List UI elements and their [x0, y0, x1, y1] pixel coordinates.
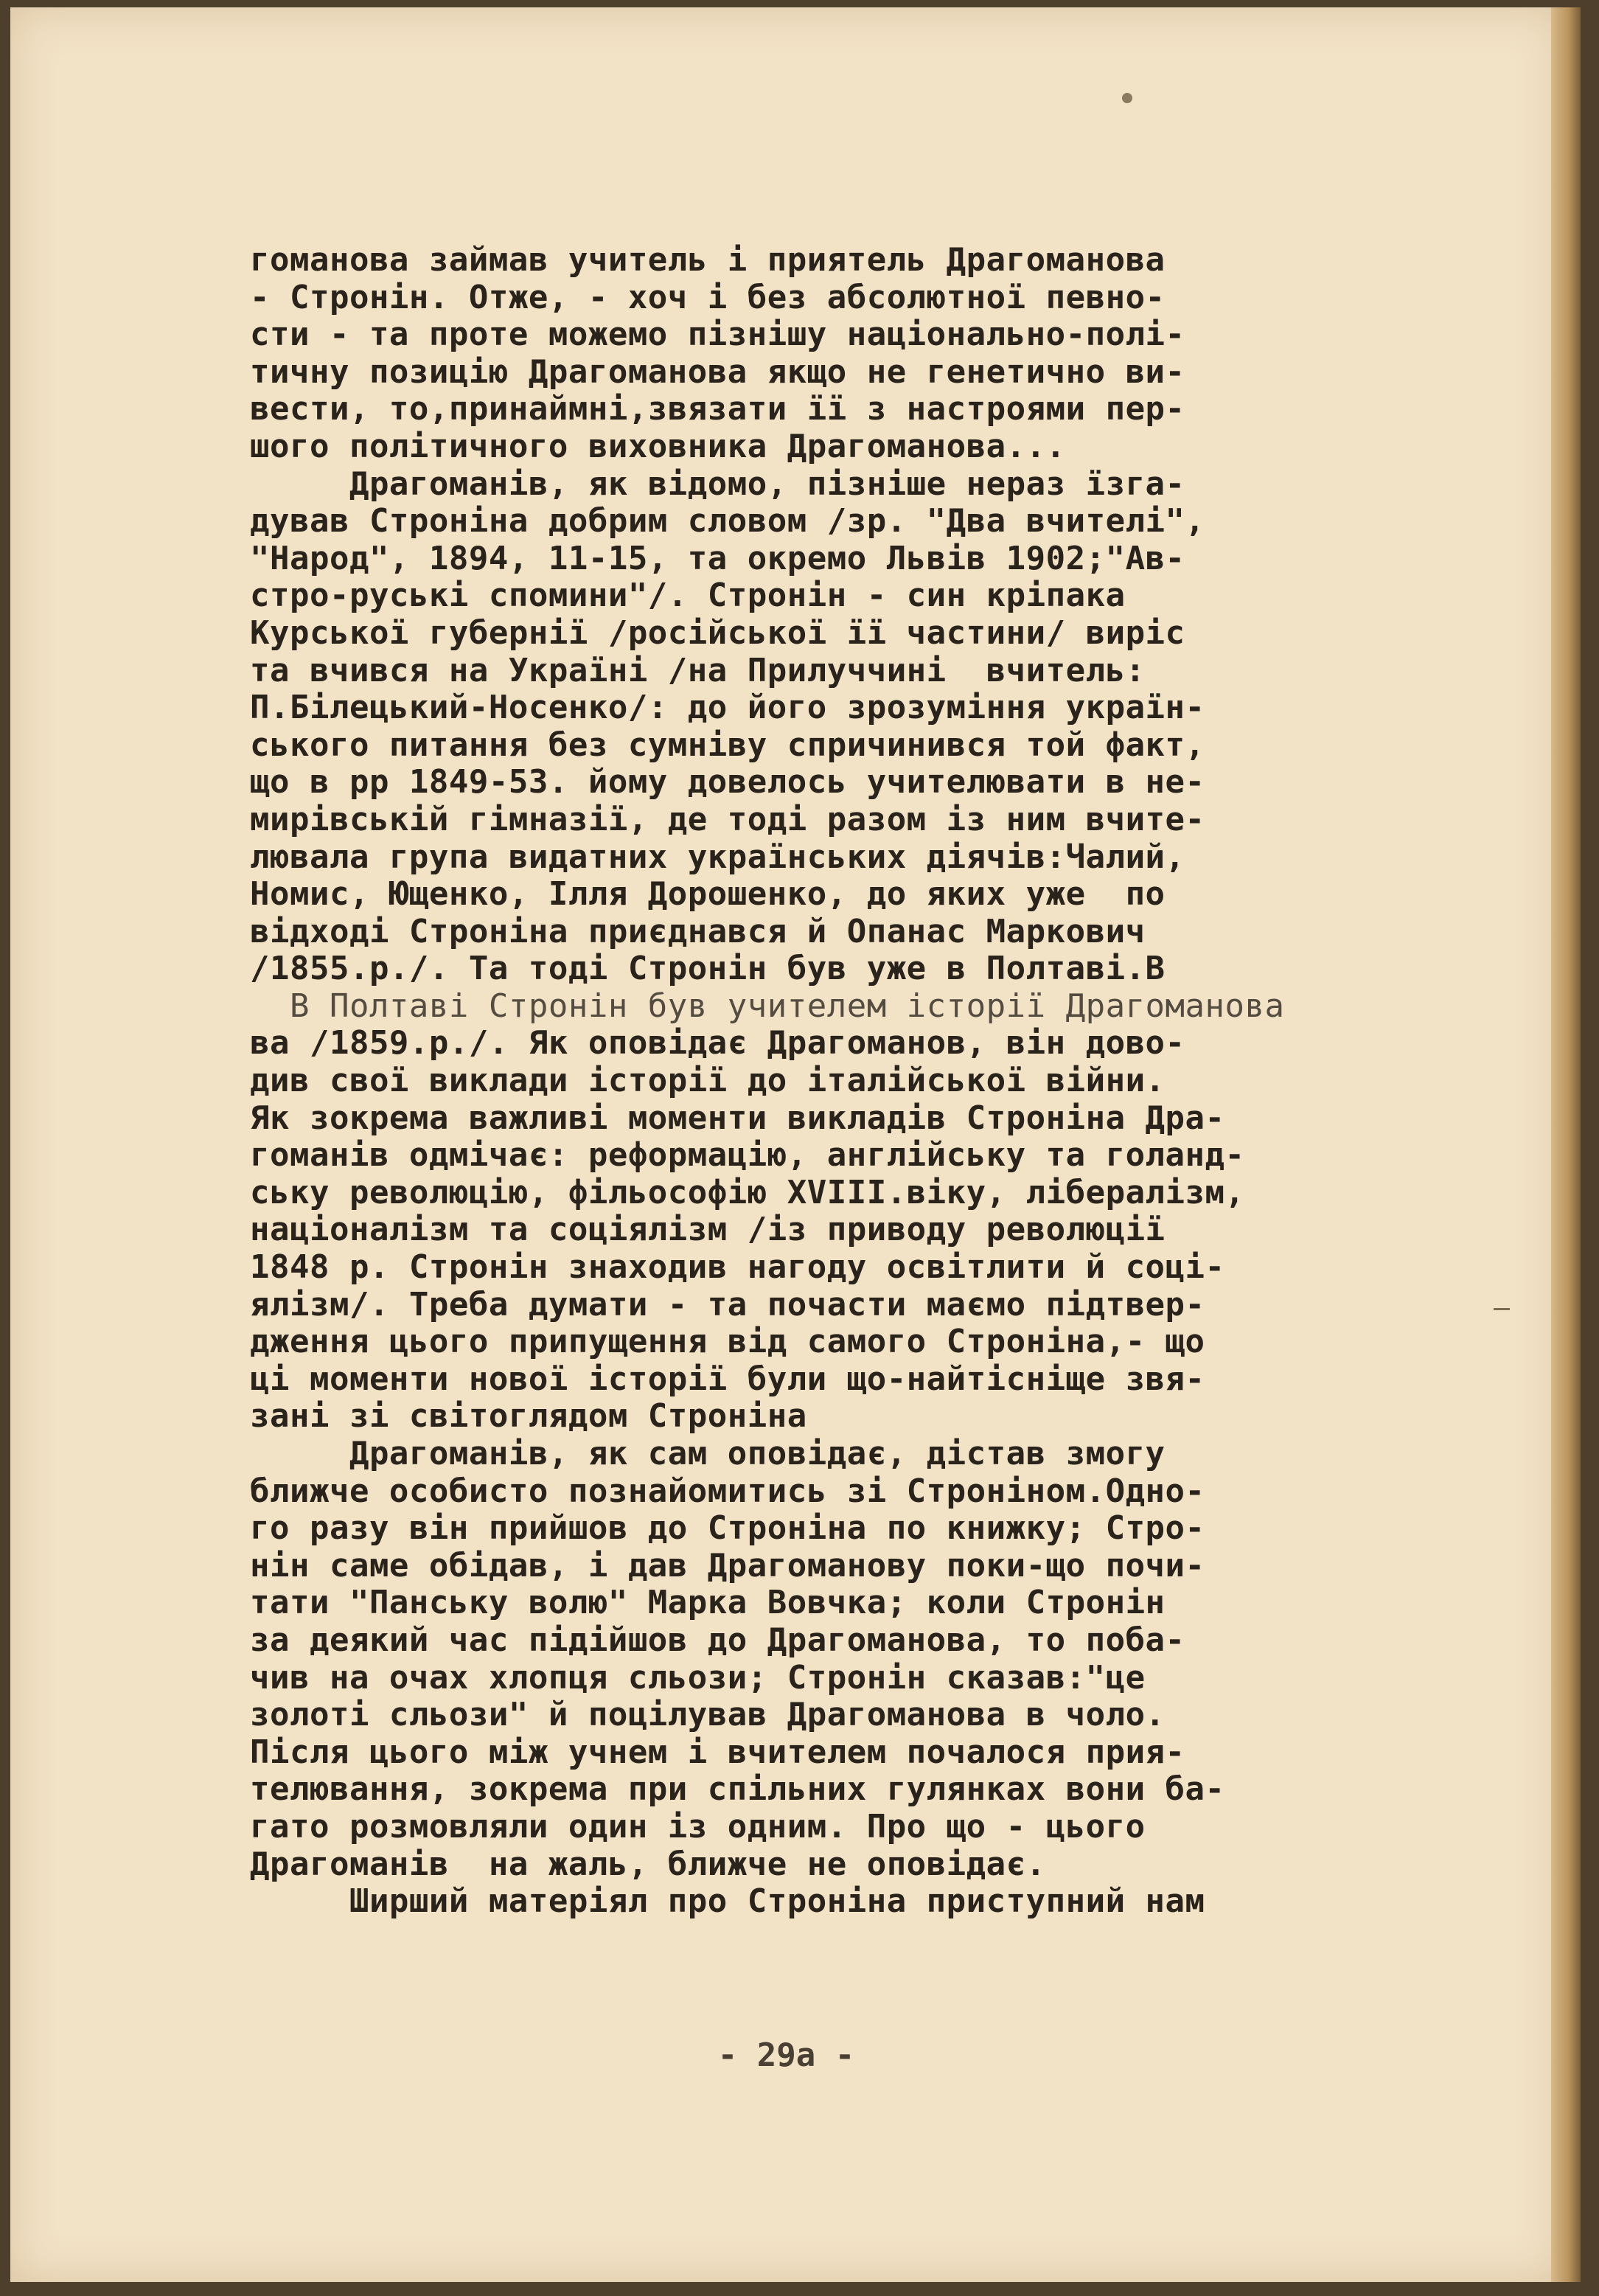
- text-line: ялізм/. Треба думати - та почасти маємо підтвер-: [250, 1285, 1205, 1323]
- text-line: ську революцію, фільософію XVIII.віку, лібералізм,: [250, 1173, 1245, 1211]
- text-line: П.Білецький-Носенко/: до його зрозуміння україн-: [250, 689, 1205, 727]
- typewritten-text: [250, 242, 1488, 1921]
- text-line: дував Строніна добрим словом /зр. "Два вчителі",: [250, 502, 1205, 540]
- text-line: стро-руські спомини"/. Стронін - син кріпака: [250, 577, 1126, 615]
- text-line: го разу він прийшов до Строніна по книжку; Стро-: [250, 1509, 1205, 1548]
- text-line: 1848 р. Стронін знаходив нагоду освітлити й соці-: [250, 1248, 1225, 1287]
- page-number: - 29а -: [717, 2036, 855, 2074]
- text-line: Драгоманів, як сам оповідає, дістав змогу: [250, 1435, 1166, 1472]
- text-line: гато розмовляли один із одним. Про що - цього: [250, 1807, 1146, 1846]
- paper-spot: [1122, 93, 1132, 103]
- text-line: - Стронін. Отже, - хоч і без абсолютної певно-: [250, 278, 1166, 316]
- text-line-overtyped: В Полтаві Стронін був учителем історії Драгоманова: [250, 987, 1285, 1025]
- text-line: тати "Панську волю" Марка Вовчка; коли Стронін: [250, 1584, 1166, 1622]
- text-line: що в рр 1849-53. йому довелось учителювати в не-: [250, 763, 1205, 801]
- text-line: Як зокрема важливі моменти викладів Строніна Дра-: [250, 1099, 1225, 1137]
- text-line: Курської губернії /російської її частини/ виріс: [250, 613, 1185, 652]
- text-line: лювала група видатних українських діячів:Чалий,: [250, 838, 1185, 876]
- text-line: Драгоманів на жаль, ближче не оповідає.: [250, 1845, 1046, 1883]
- text-line: гоманів одмічає: реформацію, англійську та голанд-: [250, 1136, 1245, 1175]
- text-line: та вчився на Україні /на Прилуччині вчитель:: [250, 651, 1146, 689]
- text-line: дження цього припущення від самого Строніна,- що: [250, 1323, 1205, 1361]
- text-line: "Народ", 1894, 11-15, та окремо Львів 1902;"Ав-: [250, 539, 1185, 577]
- text-line: вести, то,принаймні,звязати її з настроями пер-: [250, 390, 1185, 428]
- text-line: див свої виклади історії до італійської війни.: [250, 1062, 1166, 1100]
- text-line: тичну позицію Драгоманова якщо не генетично ви-: [250, 352, 1185, 391]
- margin-mark: [1494, 1308, 1510, 1310]
- text-line: сти - та проте можемо пізнішу національно-полі-: [250, 316, 1185, 354]
- text-line: гоманова займав учитель і приятель Драгоманова: [250, 241, 1166, 279]
- text-line: нін саме обідав, і дав Драгоманову поки-що почи-: [250, 1546, 1205, 1584]
- text-line: ського питання без сумніву спричинився той факт,: [250, 726, 1205, 764]
- text-line: мирівській гімназії, де тоді разом із ним вчите-: [250, 800, 1205, 838]
- text-line: ці моменти нової історії були що-найтісніще звя-: [250, 1360, 1205, 1398]
- text-line: чив на очах хлопця сльози; Стронін сказав:"це: [250, 1658, 1146, 1697]
- text-line: зані зі світоглядом Строніна: [250, 1397, 807, 1436]
- text-line: телювання, зокрема при спільних гулянках вони ба-: [250, 1770, 1225, 1809]
- text-line: ближче особисто познайомитись зі Строніном.Одно-: [250, 1472, 1205, 1510]
- page-edge: [1551, 7, 1581, 2282]
- text-line: Драгоманів, як відомо, пізніше нераз їзга-: [250, 465, 1185, 503]
- text-line: за деякий час підійшов до Драгоманова, то поба-: [250, 1621, 1185, 1659]
- text-line: відході Строніна приєднався й Опанас Маркович: [250, 912, 1146, 950]
- text-line: націоналізм та соціялізм /із приводу революції: [250, 1211, 1166, 1249]
- text-line: шого політичного виховника Драгоманова...: [250, 427, 1066, 465]
- text-line: /1855.р./. Та тоді Стронін був уже в Полтаві.В: [250, 950, 1166, 988]
- text-line: ва /1859.р./. Як оповідає Драгоманов, він дово-: [250, 1024, 1185, 1062]
- paper-page: [10, 7, 1562, 2282]
- text-line: Ширший матеріял про Строніна приступний нам: [250, 1882, 1205, 1921]
- text-line: золоті сльози" й поцілував Драгоманова в чоло.: [250, 1696, 1166, 1734]
- text-line: Номис, Ющенко, Ілля Дорошенко, до яких уже по: [250, 875, 1166, 914]
- text-line: Після цього між учнем і вчителем почалося прия-: [250, 1733, 1185, 1771]
